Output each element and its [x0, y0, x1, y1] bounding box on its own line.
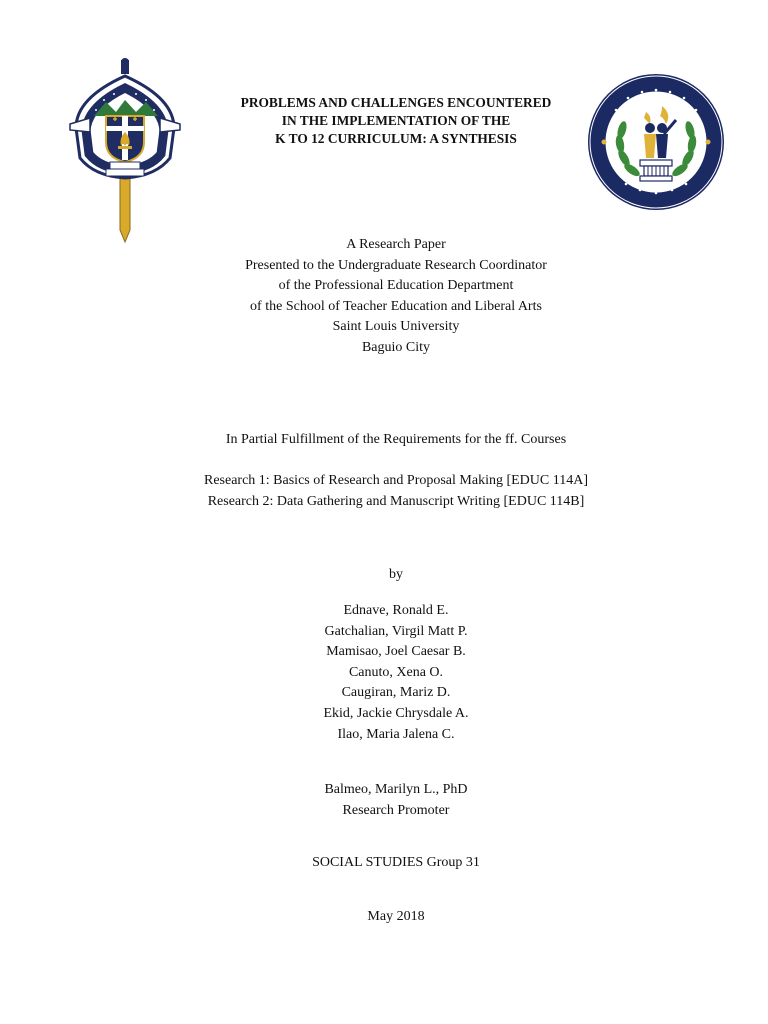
promoter-block [84, 780, 708, 821]
author-name: Ednave, Ronald E. [343, 603, 449, 618]
by-label [84, 565, 708, 586]
presentation-line: of the Professional Education Department [278, 278, 514, 294]
author-name: Mamisao, Joel Caesar B. [326, 644, 466, 660]
date-label [84, 907, 708, 928]
course-item: Research 1: Basics of Research and Proposal Making [EDUC 114A] [203, 473, 588, 488]
stela-seal-icon [586, 72, 726, 212]
fulfillment-text: In Partial Fulfillment of the Requirements for the ff. Courses [225, 432, 567, 447]
presentation-line: Presented to the Undergraduate Research Coordinator [245, 257, 547, 273]
fulfillment-statement [84, 430, 708, 451]
title-line-1: PROBLEMS AND CHALLENGES ENCOUNTERED [240, 95, 552, 110]
group-text: SOCIAL STUDIES Group 31 [312, 855, 480, 870]
author-name: Gatchalian, Virgil Matt P. [324, 623, 468, 639]
author-name: Caugiran, Mariz D. [341, 685, 451, 701]
date-text: May 2018 [367, 909, 425, 924]
saint-louis-university-seal-icon [66, 58, 184, 246]
promoter-role: Research Promoter [342, 802, 450, 818]
author-name: Ilao, Maria Jalena C. [337, 726, 455, 742]
presentation-line: Saint Louis University [332, 319, 460, 335]
courses-list [84, 471, 708, 512]
presentation-block [84, 235, 708, 359]
promoter-name: Balmeo, Marilyn L., PhD [324, 782, 468, 797]
title-line-3: K TO 12 CURRICULUM: A SYNTHESIS [275, 131, 517, 146]
title-line-2: IN THE IMPLEMENTATION OF THE [281, 113, 511, 128]
paper-title [190, 94, 602, 148]
authors-list [84, 601, 708, 745]
presentation-line: Baguio City [361, 339, 431, 355]
presentation-line: A Research Paper [346, 237, 446, 252]
presentation-line: of the School of Teacher Education and Liberal Arts [250, 298, 542, 314]
by-text: by [389, 567, 403, 582]
author-name: Ekid, Jackie Chrysdale A. [323, 705, 469, 721]
author-name: Canuto, Xena O. [348, 664, 444, 680]
group-label [84, 853, 708, 874]
course-item: Research 2: Data Gathering and Manuscript Writing [EDUC 114B] [207, 493, 585, 509]
